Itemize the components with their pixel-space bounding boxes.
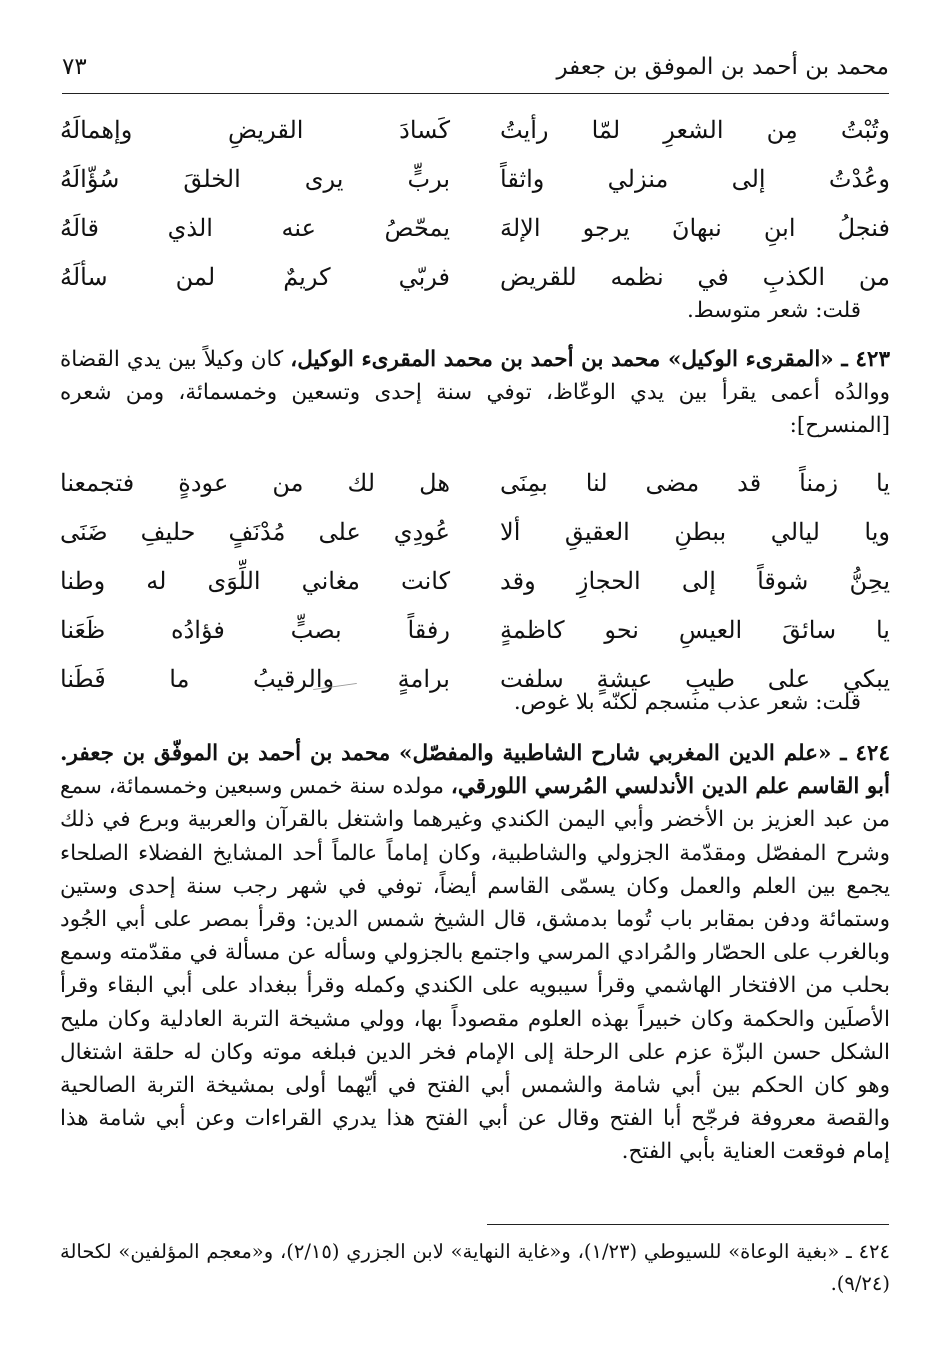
footnote: ٤٢٤ ـ «بغية الوعاة» للسيوطي (١/٢٣)، و«غاية النهاية» لابن الجزري (٢/١٥)، و«معجم المؤلفين» لكحالة (٩/٢٤). xyxy=(60,1240,890,1295)
hemistich-first: يا زمناً قد مضى لنا بمِنَى xyxy=(500,468,890,497)
footnote-rule xyxy=(487,1224,889,1225)
poem-1 xyxy=(60,105,890,301)
hemistich-second: عُودِي على مُدْنَفٍ حليفِ ضَنَى xyxy=(60,517,450,546)
entry-424 xyxy=(60,737,890,1169)
editor-comment: قلت: شعر متوسط. xyxy=(686,298,861,323)
entry-423 xyxy=(60,343,890,443)
hemistich-second: بربٍّ يرى الخلقَ سُؤّالَهُ xyxy=(60,164,450,193)
verse-line xyxy=(60,105,890,154)
hemistich-second: كانت مغاني اللِّوَى له وطنا xyxy=(60,566,450,595)
hemistich-first: فنجلُ ابنِ نبهانَ يرجو الإلهَ xyxy=(500,213,890,242)
verse-line xyxy=(60,252,890,301)
hemistich-first: ويا ليالي ببطنِ العقيقِ ألا xyxy=(500,517,890,546)
verse-line xyxy=(60,458,890,507)
entry-heading: ٤٢٣ ـ «المقرىء الوكيل» محمد بن أحمد بن محمد المقرىء الوكيل، xyxy=(290,347,890,372)
hemistich-second: فربّي كريمٌ لمن سألَهُ xyxy=(60,262,450,291)
verse-line xyxy=(60,203,890,252)
editor-comment: قلت: شعر عذب منسجم لكنّه بلا غوص. xyxy=(513,690,861,715)
hemistich-second: برامةٍ والرقيبُ ما فَطَنا xyxy=(60,664,450,693)
page-header xyxy=(62,50,889,92)
entry-heading: ٤٢٤ ـ «علم الدين المغربي شارح الشاطبية والمفصّل» محمد بن أحمد بن الموفّق بن جعفر. أبو القاسم علم الدين الأندلسي المُرسي اللورقي، xyxy=(60,741,890,800)
poem-2 xyxy=(60,458,890,703)
entry-body: مولده سنة خمس وسبعين وخمسمائة، سمع من عبد العزيز بن الأخضر وأبي اليمن الكندي وغيرهما واشتغل بالقرآن والعربية وبرع في ذلك وشرح المفصّل ومقدّمة الجزولي والشاطبية، وكان إماماً عالماً أحد المشايخ الفضلاء الصلحاء يجمع بين العلم والعمل وكان يسمّى القاسم أيضاً، توفي في شهر رجب سنة إحدى وستين وستمائة ودفن بمقابر باب تُوما بدمشق، قال الشيخ شمس الدين: وقرأ بمصر على أبي الجُود وبالغرب على الحصّار والمُرادي المرسي واجتمع بالجزولي وسأله عن مسألة في مقدّمته وسمع بحلب من الافتخار الهاشمي وقرأ سيبويه على الكندي وكمله وقرأ ببغداد على أبي البقاء وقرأ الأصلَين والحكمة وكان خبيراً بهذه العلوم مقصوداً بها، وولي مشيخة التربة العادلية وكان مليح الشكل حسن البزّة عزم على الرحلة إلى الإمام فخر الدين فبلغه موته وكان له حلقة اشتغال وهو كان الحكم بين أبي شامة والشمس أبي الفتح في أيّهما أولى بمشيخة التربة الصالحية والقصة معروفة فرجّح أبا الفتح وقال عن أبي الفتح هذا يدري القراءات وعن أبي شامة هذا إمام فوقعت العناية بأبي الفتح. xyxy=(60,774,890,1165)
hemistich-first: من الكذبِ في نظمه للقريض xyxy=(500,262,890,291)
verse-line xyxy=(60,507,890,556)
hemistich-second: كَسادَ القريضِ وإهمالَهُ xyxy=(60,115,450,144)
hemistich-second: هل لك من عودةٍ فتجمعنا xyxy=(60,468,450,497)
entry-body: كان وكيلاً بين يدي القضاة ووالدُه أعمى يقرأ بين يدي الوعّاظ، توفي سنة إحدى وتسعين وخمسمائة، ومن شعره [المنسرح]: xyxy=(60,347,890,439)
hemistich-first: وتُبْتُ مِن الشعرِ لمّا رأيتُ xyxy=(500,115,890,144)
running-title: محمد بن أحمد بن الموفق بن جعفر xyxy=(556,54,889,80)
hemistich-second: رفقاً بصبٍّ فؤادُه ظَعَنا xyxy=(60,615,450,644)
verse-line xyxy=(60,154,890,203)
hemistich-first: يبكي على طيبِ عيشةٍ سلفت xyxy=(500,664,890,693)
hemistich-first: يحِنُّ شوقاً إلى الحجازِ وقد xyxy=(500,566,890,595)
hemistich-first: وعُدْتُ إلى منزلي واثقاً xyxy=(500,164,890,193)
hemistich-first: يا سائقَ العيسِ نحو كاظمةٍ xyxy=(500,615,890,644)
verse-line xyxy=(60,556,890,605)
verse-line xyxy=(60,605,890,654)
header-rule xyxy=(62,93,889,94)
page-number: ٧٣ xyxy=(62,54,87,80)
hemistich-second: يمحّصُ عنه الذي قالَهُ xyxy=(60,213,450,242)
